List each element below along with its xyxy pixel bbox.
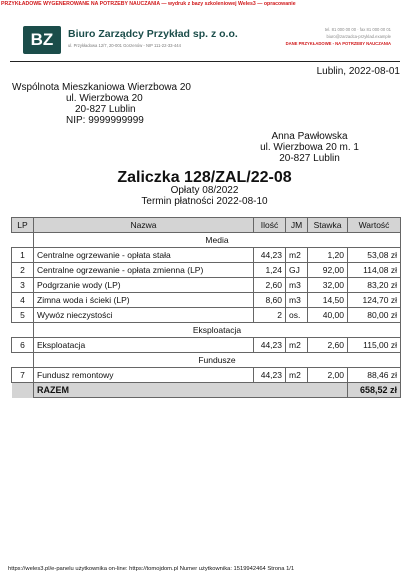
cell-unit: m3 [286, 293, 308, 308]
total-row [12, 383, 401, 398]
company-logo: BZ [23, 26, 61, 54]
table-row [12, 293, 401, 308]
sender-city: 20-827 Lublin [75, 104, 136, 115]
cell-name: Centralne ogrzewanie - opłata stała [34, 248, 254, 263]
col-lp: LP [12, 218, 34, 233]
sender-street: ul. Wierzbowa 20 [66, 93, 143, 104]
contact-phone: tel. 81 000 00 00 · fax 81 000 00 01 [324, 27, 391, 32]
cell-unit: m3 [286, 278, 308, 293]
charges-table [11, 217, 401, 398]
col-value: Wartość [348, 218, 401, 233]
contact-notice: DANE PRZYKŁADOWE - NA POTRZEBY NAUCZANIA [285, 41, 391, 46]
table-row [12, 368, 401, 383]
cell-qty: 2 [254, 308, 286, 323]
cell-value: 83,20 zł [348, 278, 401, 293]
cell-value: 114,08 zł [348, 263, 401, 278]
cell-unit: m2 [286, 248, 308, 263]
cell-lp: 5 [12, 308, 34, 323]
recipient-street: ul. Wierzbowa 20 m. 1 [260, 142, 359, 153]
top-banner: PRZYKŁADOWE WYGENEROWANE NA POTRZEBY NAUCZANIA — wydruk z bazy szkoleniowej Weles3 — opracowanie [1, 1, 296, 7]
table-row [12, 338, 401, 353]
recipient-city: 20-827 Lublin [279, 153, 340, 164]
cell-value: 53,08 zł [348, 248, 401, 263]
sender-nip: NIP: 9999999999 [66, 115, 144, 126]
cell-name: Podgrzanie wody (LP) [34, 278, 254, 293]
cell-value: 124,70 zł [348, 293, 401, 308]
cell-qty: 44,23 [254, 368, 286, 383]
cell-unit: os. [286, 308, 308, 323]
company-name: Biuro Zarządcy Przykład sp. z o.o. [68, 28, 238, 40]
col-unit: JM [286, 218, 308, 233]
cell-rate: 32,00 [308, 278, 348, 293]
cell-lp: 6 [12, 338, 34, 353]
cell-name: Centralne ogrzewanie - opłata zmienna (LP) [34, 263, 254, 278]
header-divider [10, 61, 400, 62]
total-value: 658,52 zł [348, 383, 401, 398]
cell-name: Wywóz nieczystości [34, 308, 254, 323]
cell-rate: 2,00 [308, 368, 348, 383]
cell-rate: 40,00 [308, 308, 348, 323]
cell-name: Zimna woda i ścieki (LP) [34, 293, 254, 308]
document-due-date: Termin płatności 2022-08-10 [141, 196, 268, 207]
cell-name: Fundusz remontowy [34, 368, 254, 383]
cell-qty: 44,23 [254, 248, 286, 263]
sender-name: Wspólnota Mieszkaniowa Wierzbowa 20 [12, 82, 191, 93]
sender-block [12, 82, 191, 126]
total-label: RAZEM [34, 383, 348, 398]
cell-qty: 8,60 [254, 293, 286, 308]
group-row-media [12, 233, 401, 248]
recipient-name: Anna Pawłowska [271, 131, 348, 142]
cell-unit: GJ [286, 263, 308, 278]
cell-qty: 2,60 [254, 278, 286, 293]
cell-lp: 7 [12, 368, 34, 383]
col-rate: Stawka [308, 218, 348, 233]
document-title: Zaliczka 128/ZAL/22-08 [117, 169, 292, 186]
cell-lp: 1 [12, 248, 34, 263]
table-row [12, 248, 401, 263]
cell-lp: 3 [12, 278, 34, 293]
page-footer: https://weles3.pl/e-panelu użytkownika on-line: https://tomojdom.pl Numer użytkownika: 1519942464 Strona 1/1 [8, 566, 295, 572]
group-label: Fundusze [34, 353, 401, 368]
col-name: Nazwa [34, 218, 254, 233]
cell-qty: 1,24 [254, 263, 286, 278]
group-label: Eksploatacja [34, 323, 401, 338]
company-contact [241, 26, 391, 47]
place-date: Lublin, 2022-08-01 [316, 66, 400, 77]
cell-value: 115,00 zł [348, 338, 401, 353]
recipient-block [260, 131, 359, 164]
cell-rate: 92,00 [308, 263, 348, 278]
table-row [12, 263, 401, 278]
table-row [12, 308, 401, 323]
group-label: Media [34, 233, 401, 248]
cell-lp: 4 [12, 293, 34, 308]
cell-unit: m2 [286, 338, 308, 353]
contact-email: biuro@zarzadca-przyklad.example [326, 34, 391, 39]
document-subtitle: Opłaty 08/2022 [170, 185, 239, 196]
table-header-row [12, 218, 401, 233]
col-qty: Ilość [254, 218, 286, 233]
table-row [12, 278, 401, 293]
group-row-eksploatacja [12, 323, 401, 338]
group-row-fundusze [12, 353, 401, 368]
cell-rate: 1,20 [308, 248, 348, 263]
cell-value: 80,00 zł [348, 308, 401, 323]
cell-rate: 14,50 [308, 293, 348, 308]
company-address: ul. Przykładowa 12/7, 20-001 Gorzenów - NIP 111-22-33-444 [68, 43, 181, 48]
cell-name: Eksploatacja [34, 338, 254, 353]
cell-qty: 44,23 [254, 338, 286, 353]
cell-unit: m2 [286, 368, 308, 383]
cell-rate: 2,60 [308, 338, 348, 353]
cell-value: 88,46 zł [348, 368, 401, 383]
cell-lp: 2 [12, 263, 34, 278]
